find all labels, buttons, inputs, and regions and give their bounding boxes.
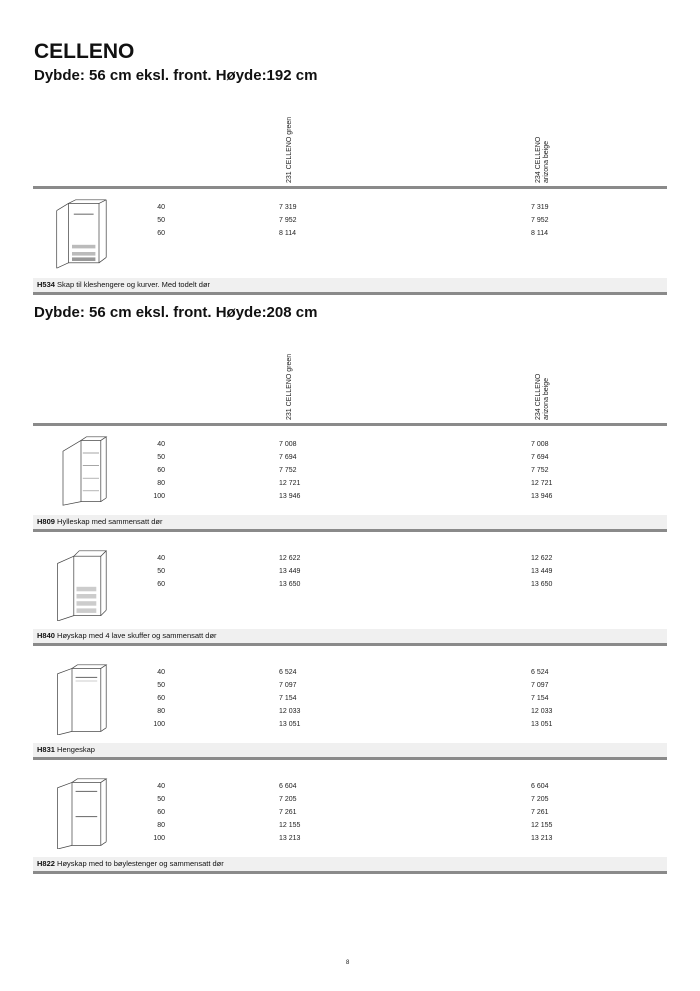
- cabinet-image: [51, 777, 111, 849]
- page-title: CELLENO: [34, 40, 135, 63]
- product-footer: H831 Hengeskap: [33, 743, 667, 760]
- subtitle-208: Dybde: 56 cm eksl. front. Høyde:208 cm: [34, 304, 318, 321]
- product-section-h534: 40 7 319 7 319 50 7 952 7 952 60 8 114 8 114 H534 Skap til kleshengere og kurver. Med todelt dør: [33, 190, 667, 296]
- column-header-beige: 234 CELLENO arizona beige: [535, 373, 550, 420]
- product-section-h840: 40 12 622 12 622 50 13 449 13 449 60 13 650 13 650 H840 Høyskap med 4 lave skuffer og sammensatt dør: [33, 541, 667, 645]
- subtitle-192: Dybde: 56 cm eksl. front. Høyde:192 cm: [34, 67, 318, 84]
- cabinet-image: [51, 549, 111, 621]
- cabinet-image: [51, 663, 111, 735]
- column-header-beige: 234 CELLENO arizona beige: [535, 136, 550, 183]
- column-header-green: 231 CELLENO green: [286, 116, 293, 183]
- product-section-h831: 40 6 524 6 524 50 7 097 7 097 60 7 154 7 154 80 12 033 12 033 100 13 051 13 051 H831 Hengeskap: [33, 655, 667, 759]
- header-rule: [33, 186, 667, 189]
- product-section-h809: 40 7 008 7 008 50 7 694 7 694 60 7 752 7 752 80 12 721 12 721 100 13 946 13 946 H809 Hylleskap med sammensatt dør: [33, 427, 667, 531]
- product-footer: H822 Høyskap med to bøylestenger og sammensatt dør: [33, 857, 667, 874]
- cabinet-image: [51, 198, 111, 270]
- product-section-h822: 40 6 604 6 604 50 7 205 7 205 60 7 261 7 261 80 12 155 12 155 100 13 213 13 213 H822 Høyskap med to bøylestenger og sammensatt dør: [33, 769, 667, 875]
- product-footer: H809 Hylleskap med sammensatt dør: [33, 515, 667, 532]
- page-number: 8: [346, 960, 350, 966]
- header-rule: [33, 423, 667, 426]
- cabinet-image: [51, 435, 111, 507]
- column-header-green: 231 CELLENO green: [286, 353, 293, 420]
- product-footer: H534 Skap til kleshengere og kurver. Med todelt dør: [33, 278, 667, 295]
- product-footer: H840 Høyskap med 4 lave skuffer og sammensatt dør: [33, 629, 667, 646]
